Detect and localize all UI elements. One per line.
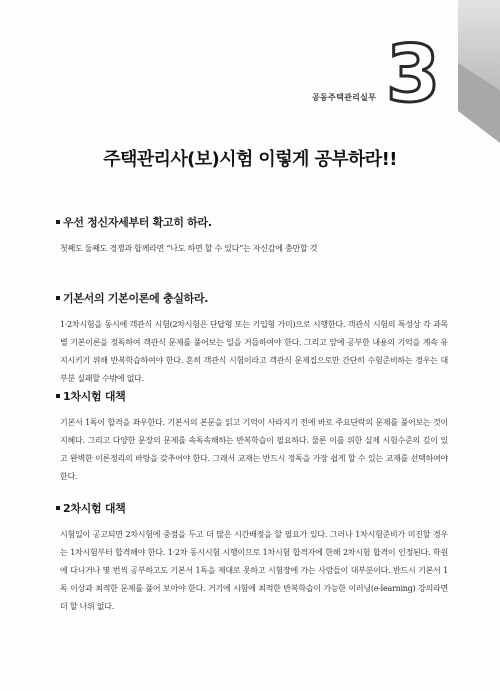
section-heading <box>56 388 448 404</box>
section-body: 기본서 1독이 합격을 좌우한다. 기본서의 본문을 읽고 기억이 사라지기 전에 바로 주요단락의 문제를 풀어보는 것이 지혜다. 그리고 다양한 문장의 문제를 속독속해하는 반복학습이 필요하다. 물론 이를 위한 실제 시험수준의 깊이 있고 완벽한 이론정리의 바탕을 갖추어야 한다. 그래서 교재는 반드시 정독을 가장 쉽게 할 수 있는 교재를 선택하여야 한다. <box>60 418 448 481</box>
section-heading-text: 우선 정신자세부터 확고히 하라. <box>63 216 212 229</box>
section-heading-text: 1차시험 대책 <box>63 390 126 403</box>
section-heading-text: 2차시험 대책 <box>63 502 126 515</box>
section-heading <box>56 214 448 230</box>
chapter-number: 3 <box>386 30 441 120</box>
page-title: 주택관리사(보)시험 이렇게 공부하라!! <box>103 149 397 170</box>
square-bullet-icon <box>56 296 60 300</box>
section-heading-text: 기본서의 기본이론에 충실하라. <box>63 292 209 305</box>
section-body: 1·2차시험을 동시에 객관식 시험(2차시험은 단답형 또는 기입형 가미)으로 시행한다. 객관식 시험의 특성상 각 과목별 기본이론을 정독하여 객관식 문제를 풀어보는 일을 거듭하여야 한다. 그리고 앞에 공부한 내용의 기억을 계속 유지시키기 위해 반복학습하여야 한다. 흔히 객관식 시험이라고 객관식 문제집으로만 간단히 수험준비하는 경우는 대부분 실패할 수밖에 없다. <box>60 320 448 383</box>
chapter-label: 공동주택관리실무 <box>312 93 377 102</box>
square-bullet-icon <box>56 394 60 398</box>
section-body: 첫째도 둘째도 경쟁과 합께라면 “나도 하면 할 수 있다”는 자신감에 충만할 것 <box>60 244 318 253</box>
section-basic-theory <box>56 290 448 388</box>
square-bullet-icon <box>56 506 60 510</box>
section-first-exam <box>56 388 448 486</box>
section-heading <box>56 290 448 306</box>
section-body: 시험일이 공고되면 2차시험에 중점을 두고 더 많은 시간배정을 할 필요가 있다. 그러나 1차시험준비가 미진할 경우는 1차시험부터 합격해야 한다. 1·2차 동시시험 시행이므로 1차시험 합격자에 한해 2차시험 합격이 인정된다. 학원에 다니거나 몇 번씩 공부하고도 기본서 1독을 제대로 못하고 시험장에 가는 사람들이 대부분이다. 반드시 기본서 1독 이상과 최적한 문제를 풀어 보아야 한다. 거기에 시험에 최적한 반복학습이 가능한 이러닝(e-learning) 강의라면 더 할 나위 없다. <box>60 530 448 611</box>
section-heading <box>56 500 448 516</box>
section-attitude <box>56 214 448 258</box>
square-bullet-icon <box>56 220 60 224</box>
section-second-exam <box>56 500 448 616</box>
